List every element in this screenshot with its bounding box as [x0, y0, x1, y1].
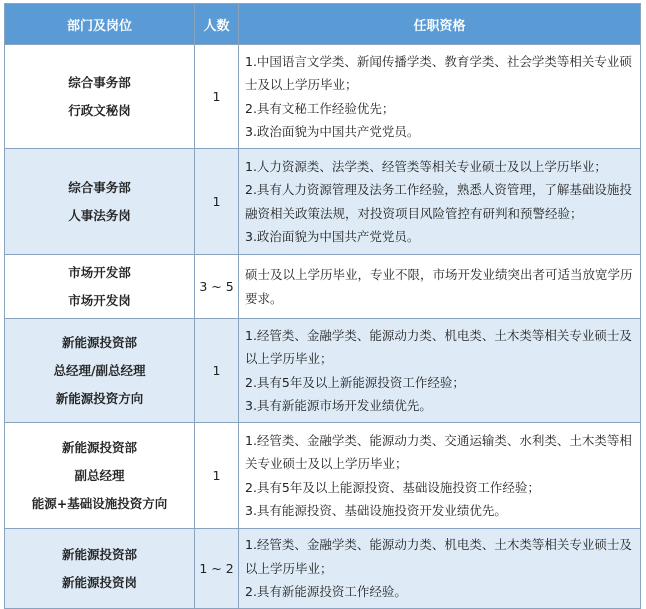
position-name: 总经理/副总经理	[53, 362, 146, 378]
dept-name: 综合事务部	[68, 74, 131, 90]
table-row	[5, 149, 641, 255]
requirements-cell	[239, 149, 641, 255]
requirement-line: 硕士及以上学历毕业，专业不限，市场开发业绩突出者可适当放宽学历要求。	[245, 267, 633, 306]
position-direction: 新能源投资方向	[55, 390, 144, 406]
dept-name: 市场开发部	[68, 264, 131, 280]
dept-name: 新能源投资部	[61, 546, 137, 562]
table-row	[5, 255, 641, 319]
header-dept: 部门及岗位	[5, 4, 195, 45]
dept-name: 综合事务部	[68, 179, 131, 195]
requirements-cell	[239, 45, 641, 149]
dept-cell	[5, 423, 195, 529]
requirement-line: 2.具有人力资源管理及法务工作经验，熟悉人资管理，了解基础设施投融资相关政策法规，对投资项目风险管控有研判和预警经验；	[245, 182, 632, 221]
dept-cell	[5, 255, 195, 319]
requirements-cell	[239, 423, 641, 529]
header-requirements: 任职资格	[239, 4, 641, 45]
requirement-line: 2.具有5年及以上能源投资、基础设施投资工作经验；	[245, 479, 540, 495]
requirement-line: 1.经管类、金融学类、能源动力类、机电类、土木类等相关专业硕士及以上学历毕业；	[245, 537, 632, 576]
dept-name: 新能源投资部	[61, 334, 137, 350]
position-name: 新能源投资岗	[61, 574, 137, 590]
dept-name: 新能源投资部	[61, 439, 137, 455]
requirement-line: 2.具有新能源投资工作经验。	[245, 584, 407, 600]
requirement-line: 1.人力资源类、法学类、经管类等相关专业硕士及以上学历毕业；	[245, 158, 607, 174]
table-row	[5, 423, 641, 529]
requirement-line: 2.具有文秘工作经验优先；	[245, 100, 395, 116]
position-name: 行政文秘岗	[68, 102, 131, 118]
dept-cell	[5, 45, 195, 149]
table-row	[5, 529, 641, 609]
requirement-line: 3.具有新能源市场开发业绩优先。	[245, 398, 432, 413]
requirements-cell	[239, 255, 641, 319]
headcount: 1	[195, 423, 239, 529]
table-header-row	[5, 4, 641, 45]
requirement-line: 3.政治面貌为中国共产党党员。	[245, 124, 420, 139]
requirements-cell	[239, 529, 641, 609]
table-row	[5, 45, 641, 149]
requirement-line: 3.政治面貌为中国共产党党员。	[245, 229, 420, 244]
headcount: 3 ~ 5	[195, 255, 239, 319]
requirement-line: 2.具有5年及以上新能源投资工作经验；	[245, 374, 465, 390]
dept-cell	[5, 529, 195, 609]
headcount: 1	[195, 319, 239, 423]
dept-cell	[5, 149, 195, 255]
job-requirements-table	[4, 3, 641, 609]
position-name: 副总经理	[74, 467, 125, 483]
headcount: 1	[195, 149, 239, 255]
requirement-line: 3.具有能源投资、基础设施投资开发业绩优先。	[245, 503, 507, 518]
requirement-line: 1.中国语言文学类、新闻传播学类、教育学类、社会学类等相关专业硕士及以上学历毕业；	[245, 53, 632, 92]
requirements-cell	[239, 319, 641, 423]
position-name: 人事法务岗	[68, 207, 131, 223]
requirement-line: 1.经管类、金融学类、能源动力类、机电类、土木类等相关专业硕士及以上学历毕业；	[245, 327, 632, 366]
position-direction: 能源+基础设施投资方向	[31, 495, 168, 511]
table-row	[5, 319, 641, 423]
header-count: 人数	[195, 4, 239, 45]
position-name: 市场开发岗	[68, 292, 131, 308]
requirement-line: 1.经管类、金融学类、能源动力类、交通运输类、水利类、土木类等相关专业硕士及以上学历毕业；	[245, 432, 632, 471]
headcount: 1	[195, 45, 239, 149]
dept-cell	[5, 319, 195, 423]
headcount: 1 ~ 2	[195, 529, 239, 609]
